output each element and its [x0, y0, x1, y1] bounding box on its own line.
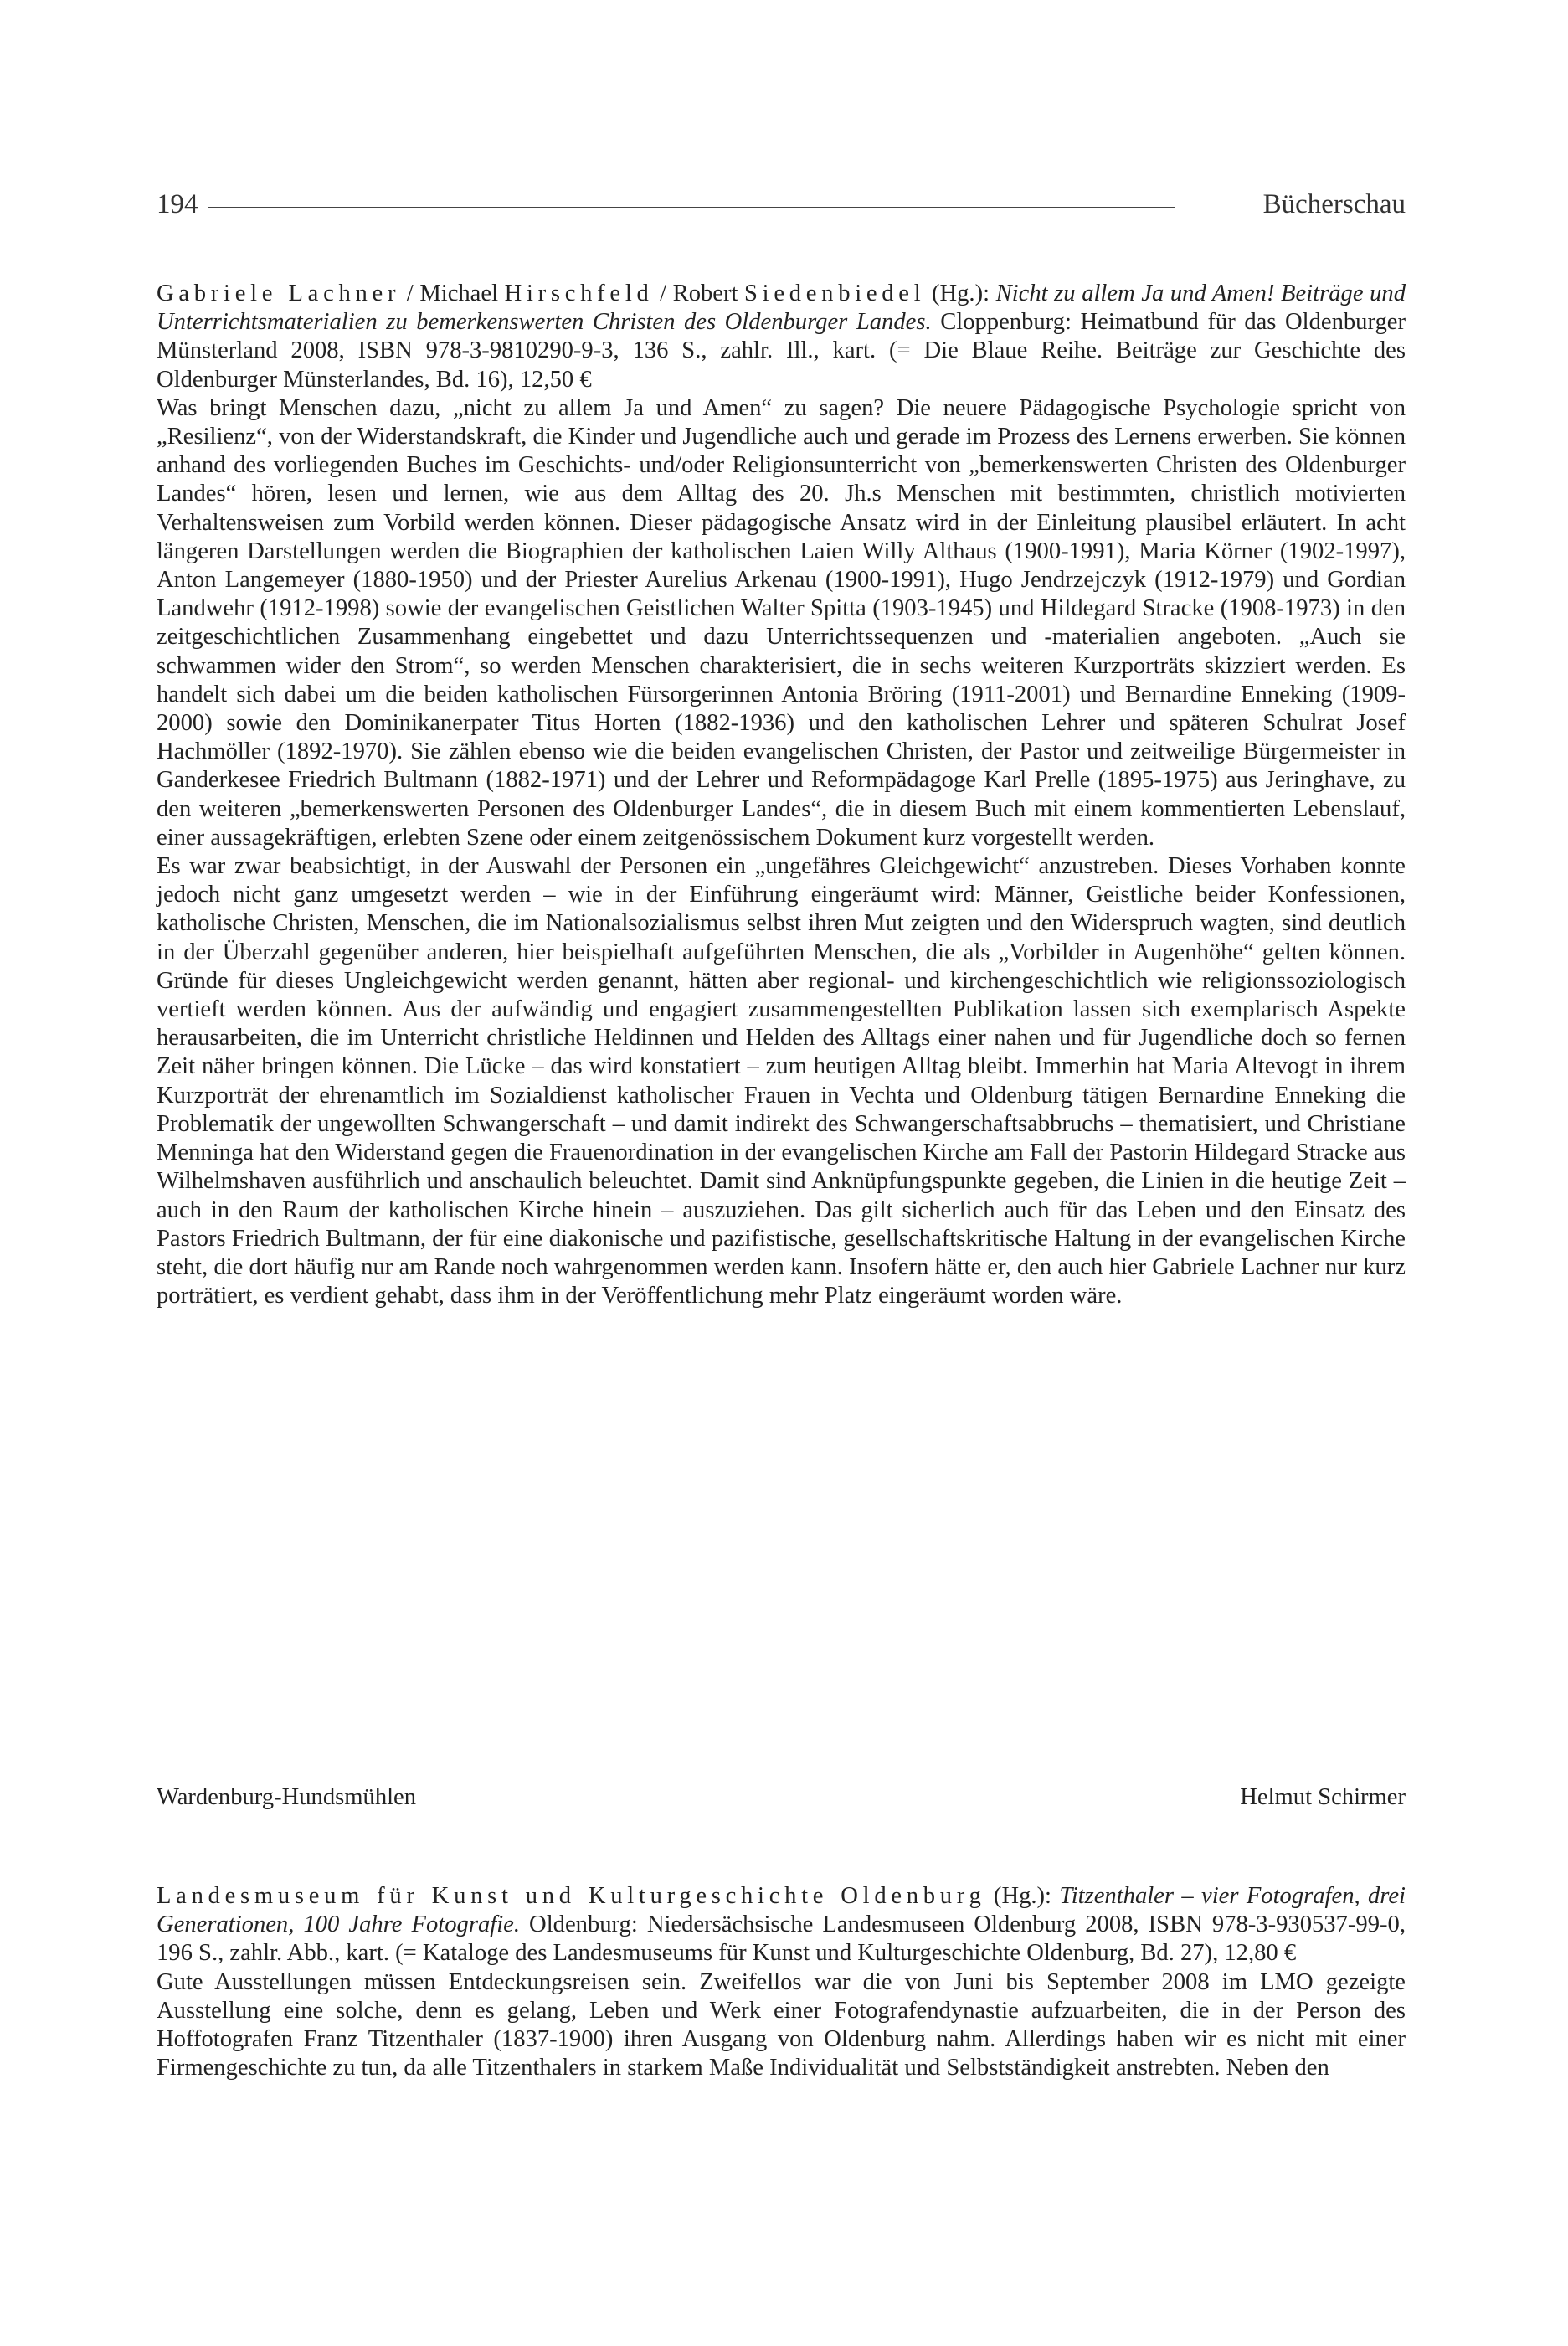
- editor-name: Gabriele Lachner: [157, 280, 401, 306]
- hg-marker: (Hg.):: [985, 1883, 1060, 1909]
- editor-name: Landesmuseum für Kunst und Kulturgeschichte Oldenburg: [157, 1883, 986, 1909]
- book-title: Nicht zu allem Ja und Amen! Beiträge und Unterrichtsmaterialien zu bemerkenswerten Christen des Oldenburger Landes.: [157, 280, 1406, 336]
- hg-marker: (Hg.):: [925, 280, 996, 306]
- review-titzenthaler: [157, 1882, 1406, 2082]
- separator: / Michael: [400, 280, 505, 306]
- running-header: [157, 186, 1406, 228]
- section-title: Bücherschau: [1262, 189, 1406, 219]
- review-lachner: [157, 280, 1406, 1310]
- reviewer-name: Helmut Schirmer: [1240, 1784, 1406, 1810]
- editor-name: Siedenbiedel: [744, 280, 926, 306]
- paragraph: Es war zwar beabsichtigt, in der Auswahl der Personen ein „ungefähres Gleichgewicht“ anzustreben. Dieses Vorhaben konnte jedoch nicht ganz umgesetzt werden – wie in der Einführung eingeräumt wird: Männer, Geistliche beider Konfessionen, katholische Christen, Menschen, die im Nationalsozialismus selbst ihren Mut zeigten und den Widerspruch wagten, sind deutlich in der Überzahl gegenüber anderen, hier beispielhaft aufgeführten Menschen, die als „Vorbilder in Augenhöhe“ gelten können. Gründe für dieses Ungleichgewicht werden genannt, hätten aber regional- und kirchengeschichtlich wie religionssoziologisch vertieft werden können. Aus der aufwändig und engagiert zusammengestellten Publikation lassen sich exemplarisch Aspekte herausarbeiten, die im Unterricht christliche Heldinnen und Helden des Alltags einer nahen und für Jugendliche doch so fernen Zeit näher bringen können. Die Lücke – das wird konstatiert – zum heutigen Alltag bleibt. Immerhin hat Maria Altevogt in ihrem Kurzporträt der ehrenamtlich im Sozialdienst katholischer Frauen in Vechta und Oldenburg tätigen Bernardine Enneking die Problematik der ungewollten Schwangerschaft – und damit indirekt des Schwangerschaftsabbruchs – thematisiert, und Christiane Menninga hat den Widerstand gegen die Frauenordination in der evangelischen Kirche am Fall der Pastorin Hildegard Stracke aus Wilhelmshaven ausführlich und anschaulich beleuchtet. Damit sind Anknüpfungspunkte gegeben, die Linien in die heutige Zeit – auch in den Raum der katholischen Kirche hinein – auszuziehen. Das gilt sicherlich auch für das Leben und den Einsatz des Pastors Friedrich Bultmann, der für eine diakonische und pazifistische, gesellschaftskritische Haltung in der evangelischen Kirche steht, die dort häufig nur am Rande noch wahrgenommen werden kann. Insofern hätte er, den auch hier Gabriele Lachner nur kurz porträtiert, es verdient gehabt, dass ihm in der Veröffentlichung mehr Platz eingeräumt worden wäre.: [157, 853, 1406, 1309]
- book-title: Titzenthaler – vier Fotografen, drei Generationen, 100 Jahre Fotografie.: [157, 1883, 1406, 1938]
- publication-details: Oldenburg: Niedersächsische Landesmuseen Oldenburg 2008, ISBN 978-3-930537-99-0, 196 S., zahlr. Abb., kart. (= Kataloge des Landesmuseums für Kunst und Kulturgeschichte Oldenburg, Bd. 27), 12,80 €: [157, 1911, 1406, 1967]
- page: [157, 0, 1406, 2346]
- separator: / Robert: [653, 280, 745, 306]
- page-number: 194: [157, 189, 198, 219]
- paragraph: Gute Ausstellungen müssen Entdeckungsreisen sein. Zweifellos war die von Juni bis September 2008 im LMO gezeigte Ausstellung eine solche, denn es gelang, Leben und Werk einer Fotografendynastie aufzuarbeiten, die in der Person des Hoffotografen Franz Titzenthaler (1837-1900) ihren Ausgang von Oldenburg nahm. Allerdings haben wir es nicht mit einer Firmengeschichte zu tun, da alle Titzenthalers in starkem Maße Individualität und Selbstständigkeit anstrebten. Neben den: [157, 1968, 1406, 2081]
- citation: [157, 1882, 1406, 1968]
- editor-name: Hirschfeld: [504, 280, 654, 306]
- paragraph: Was bringt Menschen dazu, „nicht zu allem Ja und Amen“ zu sagen? Die neuere Pädagogische Psychologie spricht von „Resilienz“, von der Widerstandskraft, die Kinder und Jugendliche auch und gerade im Prozess des Lernens erwerben. Sie können anhand des vorliegenden Buches im Geschichts- und/oder Religionsunterricht von „bemerkenswerten Christen des Oldenburger Landes“ hören, lesen und lernen, wie aus dem Alltag des 20. Jh.s Menschen mit bestimmten, christlich motivierten Verhaltensweisen zum Vorbild werden können. Dieser pädagogische Ansatz wird in der Einleitung plausibel erläutert. In acht längeren Darstellungen werden die Biographien der katholischen Laien Willy Althaus (1900-1991), Maria Körner (1902-1997), Anton Langemeyer (1880-1950) und der Priester Aurelius Arkenau (1900-1991), Hugo Jendrzejczyk (1912-1979) und Gordian Landwehr (1912-1998) sowie der evangelischen Geistlichen Walter Spitta (1903-1945) und Hildegard Stracke (1908-1973) in den zeitgeschichtlichen Zusammenhang eingebettet und dazu Unterrichtssequenzen und -materialien angeboten. „Auch sie schwammen wider den Strom“, so werden Menschen charakterisiert, die in sechs weiteren Kurzporträts skizziert werden. Es handelt sich dabei um die beiden katholischen Fürsorgerinnen Antonia Bröring (1911-2001) und Bernardine Enneking (1909-2000) sowie den Dominikanerpater Titus Horten (1882-1936) und den katholischen Lehrer und späteren Schulrat Josef Hachmöller (1892-1970). Sie zählen ebenso wie die beiden evangelischen Christen, der Pastor und zeitweilige Bürgermeister in Ganderkesee Friedrich Bultmann (1882-1971) und der Lehrer und Reformpädagoge Karl Prelle (1895-1975) aus Jeringhave, zu den weiteren „bemerkenswerten Personen des Oldenburger Landes“, die in diesem Buch mit einem kommentierten Lebenslauf, einer aussagekräftigen, erlebten Szene oder einem zeitgenössischem Dokument kurz vorgestellt werden.: [157, 394, 1406, 851]
- header-rule: [208, 207, 1175, 208]
- citation: [157, 280, 1406, 394]
- publication-details: Cloppenburg: Heimatbund für das Oldenburger Münsterland 2008, ISBN 978-3-9810290-9-3, 136 S., zahlr. Ill., kart. (= Die Blaue Reihe. Beiträge zur Geschichte des Oldenburger Münsterlandes, Bd. 16), 12,50 €: [157, 309, 1406, 393]
- reviewer-place: Wardenburg-Hundsmühlen: [157, 1784, 417, 1810]
